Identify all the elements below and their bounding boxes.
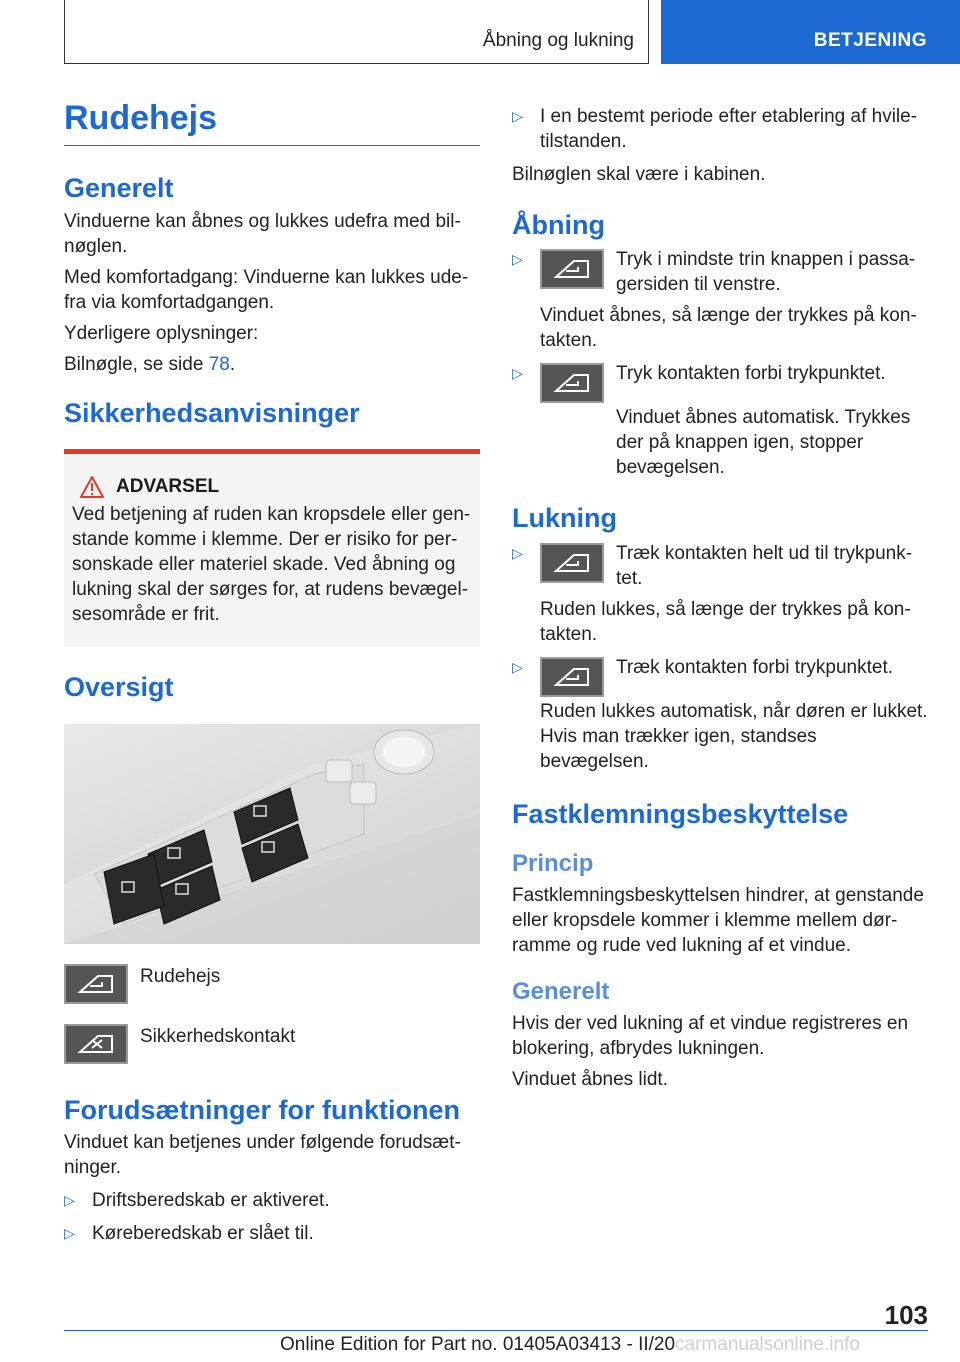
window-switch-icon [540, 249, 604, 289]
warning-text: Ved betjening af ruden kan kropsdele eller gen-stande komme i klemme. Der er risiko for per-sonskade eller materiel skade. Ved åbning og lukning skal der sørges for, at rudens bevægel-sesområde er frit. [72, 504, 471, 626]
opening-step-2-note: Vinduet åbnes automatisk. Trykkes der på knappen igen, stopper bevægelsen. [616, 407, 911, 479]
bullet-triangle-icon: ▷ [512, 365, 523, 382]
bullet-triangle-icon: ▷ [512, 251, 523, 268]
warning-box [64, 449, 480, 647]
requirements-item-text: Driftsberedskab er aktiveret. [92, 1189, 330, 1211]
warning-title-text: ADVARSEL [116, 476, 220, 498]
heading-general: Generelt [512, 977, 610, 1005]
bullet-triangle-icon: ▷ [512, 108, 523, 124]
footer-edition-text: Online Edition for Part no. 01405A03413 - II/20 [280, 1334, 676, 1355]
window-switch-photo [64, 724, 480, 944]
window-switch-icon [64, 964, 128, 1004]
window-switch-icon [540, 657, 604, 697]
heading-opening: Åbning [512, 210, 605, 240]
closing-step-2-text: Træk kontakten forbi trykpunktet. [616, 656, 894, 678]
requirements-item-text: Køreberedskab er slået til. [92, 1222, 314, 1244]
closing-step-1 [512, 541, 930, 647]
heading-generelt: Generelt [64, 173, 174, 204]
bullet-triangle-icon: ▷ [64, 1224, 75, 1241]
bullet-triangle-icon: ▷ [512, 658, 523, 675]
generelt-p3: Yderligere oplysninger: [64, 322, 259, 344]
opening-step-1-note: Vinduet åbnes, så længe der trykkes på kon-takten. [540, 305, 917, 352]
opening-step-1-text: Tryk i mindste trin knappen i passa-gersiden til venstre. [616, 249, 916, 296]
header-section-frame [64, 0, 649, 64]
heading-closing: Lukning [512, 503, 617, 534]
page-title: Rudehejs [64, 100, 480, 146]
generelt-p4-text: Bilnøgle, se side [64, 353, 209, 375]
footer-edition [280, 1334, 860, 1356]
warning-title [80, 476, 472, 498]
opening-step-2-text: Tryk kontakten forbi trykpunktet. [616, 363, 886, 385]
window-switch-icon [540, 543, 604, 583]
continued-note: Bilnøglen skal være i kabinen. [512, 164, 766, 185]
requirements-item [64, 1188, 480, 1213]
opening-step-2 [512, 361, 930, 403]
requirements-item [64, 1221, 480, 1246]
generelt-p1: Vinduerne kan åbnes og lukkes udefra med bil-nøglen. [64, 210, 461, 257]
bullet-triangle-icon: ▷ [64, 1191, 75, 1208]
heading-principle: Princip [512, 850, 594, 878]
general-p2: Vinduet åbnes lidt. [512, 1068, 668, 1090]
principle-text: Fastklemningsbeskyttelsen hindrer, at genstande eller kropsdele kommer i klemme mellem dør-ramme og rude ved lukning af et vindue. [512, 884, 924, 956]
heading-safety: Sikkerhedsanvisninger [64, 397, 360, 428]
closing-step-1-text: Træk kontakten helt ud til trykpunk-tet. [616, 542, 913, 589]
generelt-p4 [64, 352, 480, 377]
switch-panel-illustration [64, 724, 480, 944]
generelt-p2: Med komfortadgang: Vinduerne kan lukkes ude-fra via komfortadgangen. [64, 266, 469, 313]
footer-watermark: carmanualsonline.info [675, 1334, 860, 1355]
left-column [64, 100, 480, 1246]
header-chapter-tab [661, 0, 960, 64]
warning-triangle-icon [80, 476, 104, 498]
closing-step-1-note: Ruden lukkes, så længe der trykkes på kon-takten. [540, 598, 911, 645]
right-column [512, 100, 930, 1092]
window-switch-icon [540, 363, 604, 403]
legend-item-window-switch [64, 964, 480, 1004]
heading-requirements: Forudsætninger for funktionen [64, 1094, 460, 1125]
legend-item-safety-switch [64, 1024, 480, 1064]
general-p1: Hvis der ved lukning af et vindue registreres en blokering, afbrydes lukningen. [512, 1012, 909, 1059]
page-number: 103 [884, 1300, 928, 1330]
footer-rule [64, 1330, 928, 1331]
heading-overview: Oversigt [64, 672, 174, 703]
continued-item-text: I en bestemt periode efter etablering af hvile-tilstanden. [540, 106, 918, 152]
opening-step-1 [512, 247, 930, 353]
generelt-p4-end: . [229, 353, 236, 375]
bullet-triangle-icon: ▷ [512, 544, 523, 561]
legend-label-safety-switch: Sikkerhedskontakt [140, 1025, 296, 1047]
page-ref-link[interactable]: 78 [208, 353, 230, 375]
closing-step-2-note: Ruden lukkes automatisk, når døren er lukket. Hvis man trækker igen, standses bevægelsen. [540, 700, 928, 772]
header-section-title: Åbning og lukning [482, 30, 634, 51]
continued-list-item [512, 104, 930, 154]
legend-label-window-switch: Rudehejs [140, 965, 221, 987]
safety-switch-icon [64, 1024, 128, 1064]
closing-step-2 [512, 655, 930, 697]
requirements-intro: Vinduet kan betjenes under følgende forudsæt-ninger. [64, 1131, 461, 1178]
heading-pinch-protection: Fastklemningsbeskyttelse [512, 798, 849, 829]
header-chapter-label: BETJENING [813, 30, 927, 51]
